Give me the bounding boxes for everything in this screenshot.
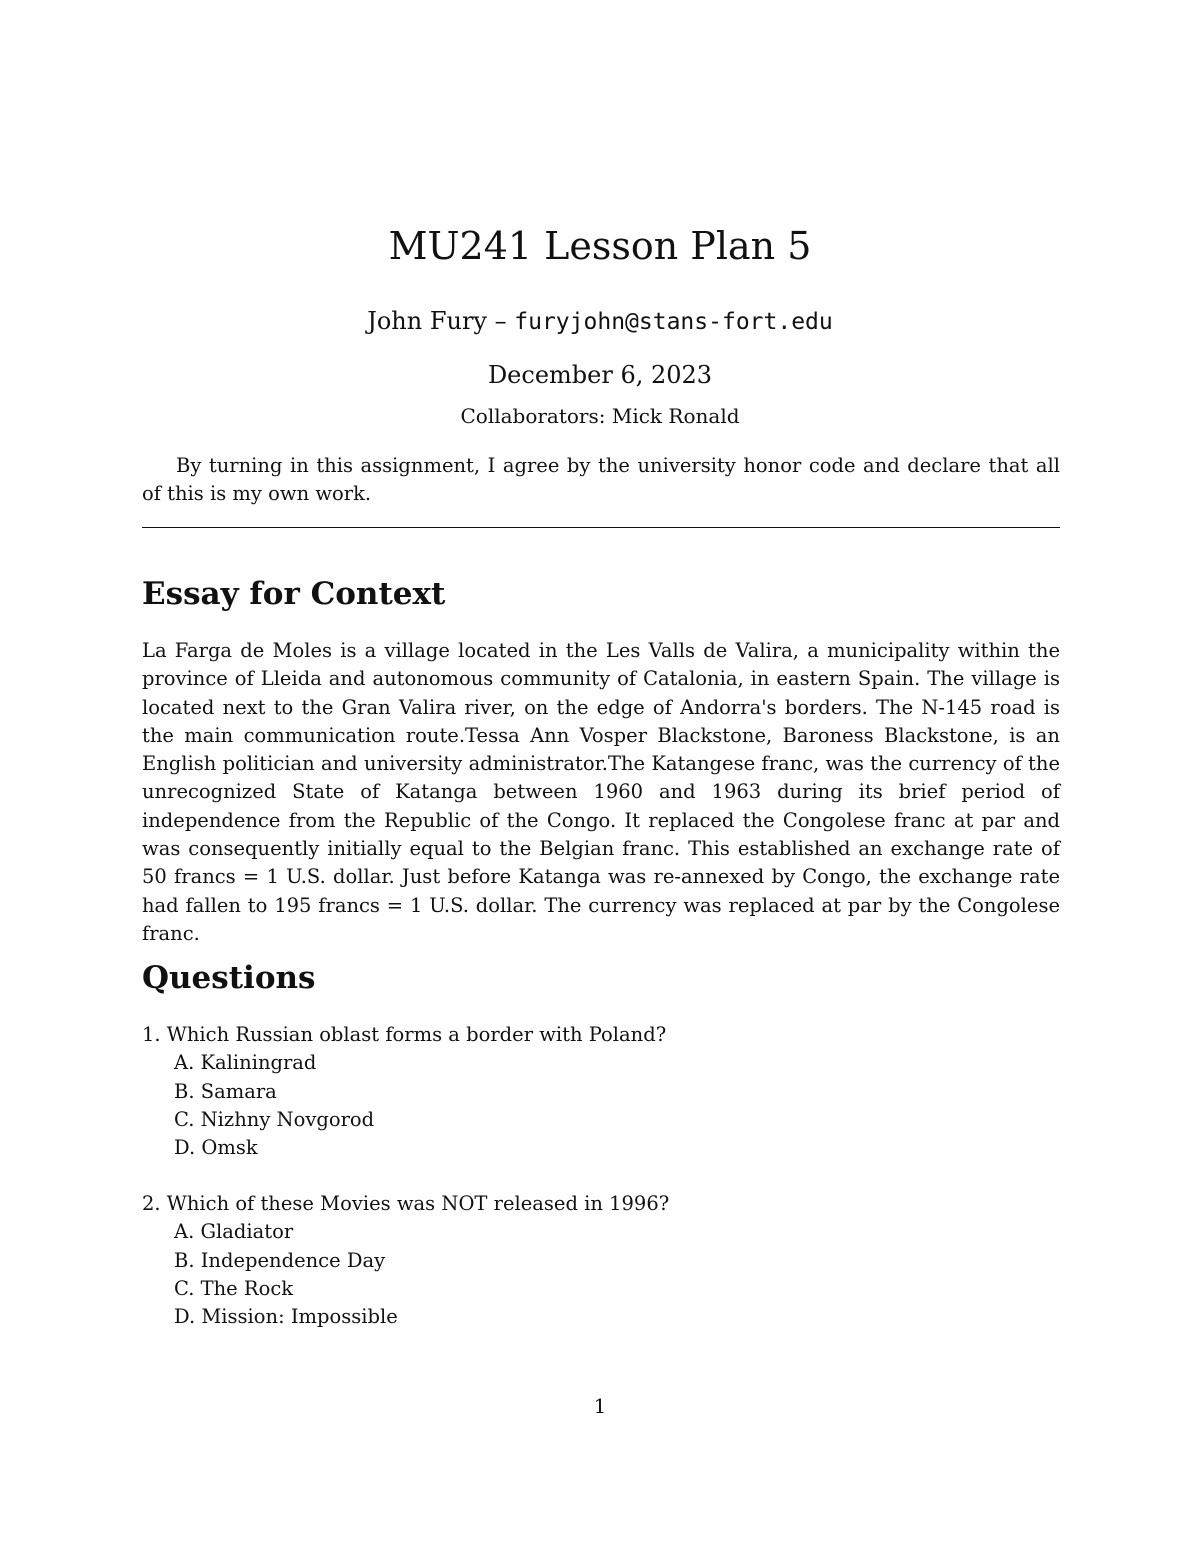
author-line — [0, 305, 1200, 338]
answer-option: A. Gladiator — [174, 1220, 294, 1244]
essay-body: La Farga de Moles is a village located in the Les Valls de Valira, a municipality within the province of Lleida and autonomous community of Catalonia, in eastern Spain. The village is located next to the Gran Valira river, on the edge of Andorra's borders. The N-145 road is the main communication route.Tessa Ann Vosper Blackstone, Baroness Blackstone, is an English politician and university administrator.The Katangese franc, was the currency of the unrecognized State of Katanga between 1960 and 1963 during its brief period of independence from the Republic of the Congo. It replaced the Congolese franc at par and was consequently initially equal to the Belgian franc. This established an exchange rate of 50 francs = 1 U.S. dollar. Just before Katanga was re-annexed by Congo, the exchange rate had fallen to 195 francs = 1 U.S. dollar. The currency was replaced at par by the Congolese franc. — [142, 639, 1060, 945]
answer-option: D. Mission: Impossible — [174, 1305, 398, 1329]
document-title: MU241 Lesson Plan 5 — [388, 224, 812, 268]
question-stem: 1. Which Russian oblast forms a border with Poland? — [142, 1023, 667, 1046]
questions-heading: Questions — [142, 960, 316, 996]
answer-option: A. Kaliningrad — [174, 1051, 317, 1075]
question-stem: 2. Which of these Movies was NOT released in 1996? — [142, 1192, 670, 1215]
essay-heading: Essay for Context — [142, 576, 446, 612]
answer-option: B. Samara — [174, 1079, 277, 1103]
author-separator: – — [494, 307, 507, 335]
document-date: December 6, 2023 — [487, 361, 713, 389]
answer-option: C. The Rock — [174, 1276, 294, 1300]
horizontal-rule — [142, 527, 1060, 528]
question-2 — [142, 1190, 1060, 1331]
collaborators: Collaborators: Mick Ronald — [460, 404, 740, 428]
page-number: 1 — [593, 1394, 607, 1418]
answer-option: B. Independence Day — [174, 1248, 386, 1272]
answer-option: C. Nizhny Novgorod — [174, 1107, 375, 1131]
author-name: John Fury — [367, 307, 487, 335]
answer-option: D. Omsk — [174, 1136, 258, 1160]
question-1 — [142, 1021, 1060, 1162]
author-email: furyjohn@stans-fort.edu — [514, 309, 833, 335]
honor-statement: By turning in this assignment, I agree by the university honor code and declare that all of this is my own work. — [142, 454, 1060, 505]
